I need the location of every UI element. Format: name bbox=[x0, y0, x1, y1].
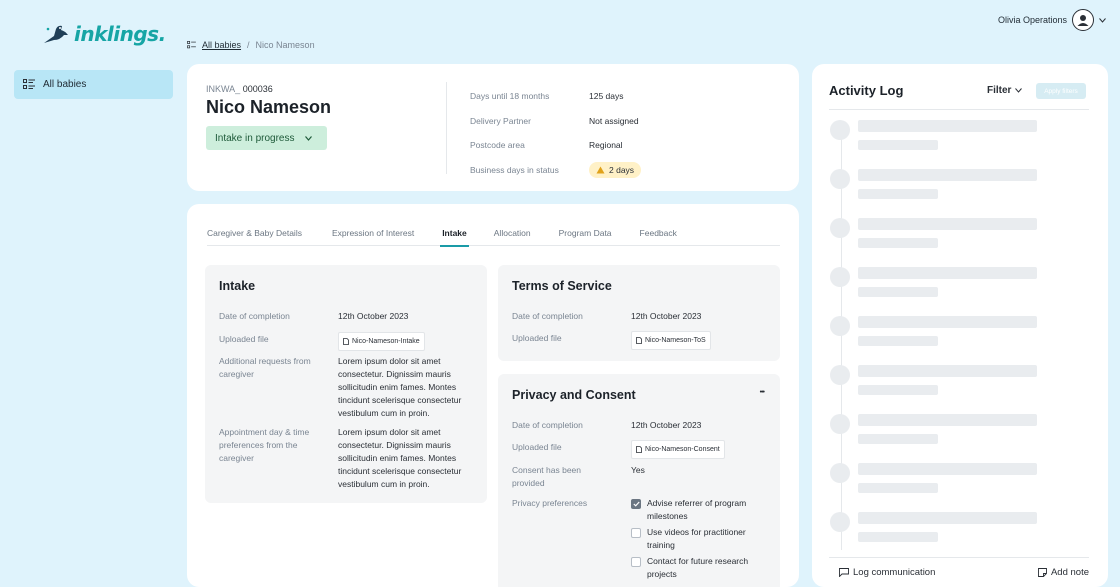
field-label: Uploaded file bbox=[219, 334, 269, 344]
checkbox[interactable] bbox=[631, 528, 641, 538]
chevron-down-icon bbox=[1015, 88, 1022, 93]
field-label: Date of completion bbox=[512, 420, 583, 430]
skeleton-avatar bbox=[830, 316, 850, 336]
user-icon bbox=[1076, 13, 1090, 27]
field-label: Uploaded file bbox=[512, 442, 562, 452]
skeleton-line bbox=[858, 189, 938, 199]
field-value: Yes bbox=[631, 465, 645, 475]
badge-value: 2 days bbox=[609, 164, 635, 175]
skeleton-line bbox=[858, 483, 938, 493]
more-options-icon[interactable]: ••• bbox=[759, 389, 764, 396]
skeleton-line bbox=[858, 532, 938, 542]
stats-list bbox=[470, 84, 641, 182]
avatar bbox=[1072, 9, 1094, 31]
field-value: 12th October 2023 bbox=[631, 311, 702, 321]
skeleton-avatar bbox=[830, 218, 850, 238]
checkbox[interactable] bbox=[631, 557, 641, 567]
baby-id bbox=[206, 84, 273, 94]
skeleton-line bbox=[858, 120, 1037, 132]
skeleton-line bbox=[858, 218, 1037, 230]
skeleton-line bbox=[858, 365, 1037, 377]
field-value: 12th October 2023 bbox=[338, 311, 409, 321]
skeleton-line bbox=[858, 434, 938, 444]
skeleton-avatar bbox=[830, 512, 850, 532]
status-badge bbox=[589, 162, 641, 178]
stat-row bbox=[470, 133, 641, 158]
baby-summary-card bbox=[187, 64, 799, 191]
tab-caregiver-baby-details[interactable]: Caregiver & Baby Details bbox=[207, 227, 302, 238]
details-card bbox=[187, 204, 799, 587]
field-value: Lorem ipsum dolor sit amet consectetur. Dignissim mauris sollicitudin enim fames. Montes tincidunt scelerisque consectetur vestibulum cum in proin. bbox=[338, 427, 462, 489]
app-logo[interactable] bbox=[42, 22, 166, 46]
note-icon bbox=[1038, 568, 1047, 577]
skeleton-line bbox=[858, 512, 1037, 524]
skeleton-avatar bbox=[830, 120, 850, 140]
activity-log-card bbox=[812, 64, 1108, 587]
skeleton-avatar bbox=[830, 267, 850, 287]
pref-checkbox-row[interactable] bbox=[631, 555, 766, 581]
activity-title: Activity Log bbox=[829, 83, 904, 98]
divider bbox=[446, 82, 447, 174]
log-communication-label: Log communication bbox=[853, 567, 936, 578]
file-icon bbox=[636, 446, 642, 453]
tab-allocation[interactable]: Allocation bbox=[493, 227, 531, 238]
field-value: 12th October 2023 bbox=[631, 420, 702, 430]
timeline-line bbox=[841, 130, 842, 550]
list-icon bbox=[23, 79, 35, 90]
user-menu[interactable] bbox=[998, 9, 1106, 31]
skeleton-line bbox=[858, 336, 938, 346]
field-label: Additional requests from caregiver bbox=[219, 356, 311, 379]
field-label: Date of completion bbox=[512, 311, 583, 321]
chevron-down-icon bbox=[1099, 18, 1106, 23]
skeleton-line bbox=[858, 287, 938, 297]
check-icon bbox=[633, 501, 640, 507]
stat-label: Business days in status bbox=[470, 164, 559, 175]
apply-filters-button[interactable]: Apply filters bbox=[1036, 83, 1086, 99]
stat-label: Postcode area bbox=[470, 140, 525, 151]
stat-label: Delivery Partner bbox=[470, 115, 531, 126]
stat-value: 125 days bbox=[589, 91, 624, 102]
baby-name: Nico Nameson bbox=[206, 97, 332, 117]
field-label: Privacy preferences bbox=[512, 498, 588, 508]
breadcrumb-separator: / bbox=[247, 40, 250, 50]
tab-feedback[interactable]: Feedback bbox=[639, 227, 677, 238]
log-communication-button[interactable] bbox=[839, 567, 935, 578]
pref-label: Advise referrer of program milestones bbox=[647, 498, 747, 521]
field-label: Uploaded file bbox=[512, 333, 562, 343]
tab-bar bbox=[207, 219, 780, 246]
tab-expression-of-interest[interactable]: Expression of Interest bbox=[331, 227, 415, 238]
prefs-list bbox=[631, 497, 766, 584]
skeleton-avatar bbox=[830, 463, 850, 483]
intake-panel bbox=[205, 265, 487, 503]
stat-label: Days until 18 months bbox=[470, 91, 550, 102]
intake-title: Intake bbox=[219, 279, 256, 293]
skeleton-line bbox=[858, 267, 1037, 279]
field-label: Appointment day & time preferences from the caregiver bbox=[219, 427, 310, 463]
status-label: Intake in progress bbox=[215, 132, 295, 144]
file-icon bbox=[636, 337, 642, 344]
file-name: Nico-Nameson-ToS bbox=[645, 337, 706, 344]
file-chip[interactable] bbox=[631, 440, 725, 459]
file-icon bbox=[343, 338, 349, 345]
tab-program-data[interactable]: Program Data bbox=[558, 227, 612, 238]
status-dropdown[interactable] bbox=[206, 126, 327, 150]
stat-row bbox=[470, 84, 641, 109]
pref-label: Use videos for practitioner training bbox=[647, 527, 746, 550]
logo-text: inklings. bbox=[74, 22, 166, 46]
baby-id-number: 000036 bbox=[242, 84, 273, 94]
sidebar-item-all-babies[interactable] bbox=[14, 70, 173, 99]
add-note-button[interactable] bbox=[1038, 567, 1089, 578]
privacy-panel bbox=[498, 374, 780, 587]
field-label: Consent has been provided bbox=[512, 465, 581, 488]
terms-panel bbox=[498, 265, 780, 361]
filter-label: Filter bbox=[987, 85, 1012, 96]
pref-checkbox-row[interactable] bbox=[631, 497, 766, 523]
stat-value: Regional bbox=[589, 140, 623, 151]
sidebar-item-label: All babies bbox=[43, 79, 87, 90]
breadcrumb-all-babies-link[interactable]: All babies bbox=[202, 40, 242, 50]
pref-checkbox-row[interactable] bbox=[631, 526, 766, 552]
skeleton-line bbox=[858, 140, 938, 150]
chevron-down-icon bbox=[305, 136, 312, 141]
skeleton-avatar bbox=[830, 414, 850, 434]
warning-icon bbox=[596, 166, 605, 174]
file-chip[interactable] bbox=[338, 332, 425, 351]
skeleton-line bbox=[858, 238, 938, 248]
skeleton-avatar bbox=[830, 365, 850, 385]
privacy-title: Privacy and Consent bbox=[512, 388, 636, 402]
skeleton-line bbox=[858, 385, 938, 395]
user-name: Olivia Operations bbox=[997, 15, 1067, 25]
tab-intake[interactable]: Intake bbox=[442, 219, 467, 246]
field-value: Lorem ipsum dolor sit amet consectetur. Dignissim mauris sollicitudin enim fames. Montes tincidunt scelerisque consectetur vestibulum cum in proin. bbox=[338, 356, 462, 418]
file-name: Nico-Nameson-Intake bbox=[352, 338, 420, 345]
breadcrumb-current: Nico Nameson bbox=[255, 40, 315, 50]
field-label: Date of completion bbox=[219, 311, 290, 321]
divider bbox=[829, 109, 1089, 110]
filter-dropdown[interactable] bbox=[987, 85, 1022, 96]
skeleton-line bbox=[858, 316, 1037, 328]
file-chip[interactable] bbox=[631, 331, 711, 350]
stat-row bbox=[470, 109, 641, 134]
skeleton-line bbox=[858, 463, 1037, 475]
add-note-label: Add note bbox=[1050, 567, 1089, 578]
chat-icon bbox=[839, 568, 849, 577]
file-name: Nico-Nameson-Consent bbox=[645, 446, 720, 453]
stork-logo-icon bbox=[42, 23, 72, 45]
breadcrumb bbox=[187, 40, 315, 50]
baby-id-prefix: INKWA_ bbox=[206, 84, 241, 94]
checkbox-checked[interactable] bbox=[631, 499, 641, 509]
skeleton-line bbox=[858, 169, 1037, 181]
skeleton-avatar bbox=[830, 169, 850, 189]
activity-footer bbox=[829, 557, 1089, 587]
pref-label: Contact for future research projects bbox=[647, 556, 749, 579]
stat-value: Not assigned bbox=[589, 115, 639, 126]
terms-title: Terms of Service bbox=[512, 279, 612, 293]
stat-row bbox=[470, 158, 641, 183]
list-icon bbox=[187, 41, 196, 49]
skeleton-line bbox=[858, 414, 1037, 426]
